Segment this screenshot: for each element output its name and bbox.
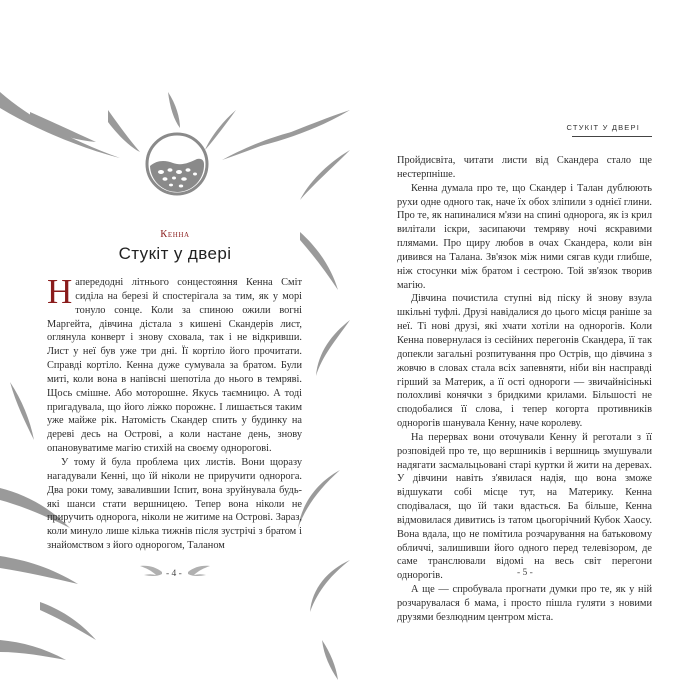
chapter-character-name: Кенна	[160, 229, 190, 240]
paragraph: На перервах вони оточували Кенну й реготали з її розповідей про те, що вершників і вершниць змушували надягати засмальцьовані старі куртки й жити на деревах. У дівчини навіть з'явилася надія, що вона зможе відшукати собі місце тут, на Материку. Кенна сподівалася, що їй таки вдасться. Ба більше, Кенна відмовилася дивитись із татом цьогорічний Кубок Хаосу. Вона вдала, що не помітила розчарування на батьковому обличчі, залишивши його одного перед телевізором, де саме транслювали відомі на весь світ перегони однорогів.	[397, 431, 652, 582]
page-number: - 4 -	[166, 569, 182, 579]
left-body-text	[47, 272, 302, 553]
paragraph: Пройдисвіта, читати листи від Скандера стало ще нестерпніше.	[397, 155, 652, 180]
paragraph: Дівчина почистила ступні від піску й знову взула шкільні туфлі. Друзі навідалися до цього місця раніше за неї. Ті нові друзі, які хчати хотіли на однорогів. Коли Кенна повернулася із сесійних перегонів Скандера, її так допекли загальні розпитування про Острів, що дівчина з жовчю в словах стала всіх запевняти, ніби він насправді гірший за Материк, а її ості однороги — звичайнісінькі полохливі конячки з бридкими крилами. Більшості не сподобалися її слова, і тепер когорта противників однорогів шанувала Кенну, наче королеву.	[397, 293, 652, 430]
right-body-text	[397, 154, 652, 625]
paragraph	[47, 272, 302, 456]
paragraph: Кенна думала про те, що Скандер і Талан дублюють рухи одне одного так, наче їх обох зліпили з однієї глини. Про те, як напиналися м'язи на спині однорога, як із крил вилітали іскри, засипаючи темряву ночі яскравими плямами. Про щиру любов в очах Скандера, коли він дивився на Талана. Зв'язок між ними сягав куди глибше, ніж стосунки між братом і сестрою. Той зв'язок творив магію.	[397, 182, 652, 291]
running-head: СТУКІТ У ДВЕРІ	[566, 123, 640, 132]
paragraph: У тому й була проблема цих листів. Вони щоразу нагадували Кенні, що їй ніколи не приручити однорога. Два роки тому, завалившии Іспит, вона зруйнувала будь-які шанси стати вершницею. Тепер вона ніколи не приручить однорога, ніколи не житиме на Острові. Зараз, коли минуло лише кілька тижнів після зустрічі з братом і знайомством з його однорогом, Таланом	[47, 456, 302, 552]
page-number: - 5 -	[517, 568, 533, 578]
chapter-emblem	[143, 130, 211, 198]
paragraph: А ще — спробувала прогнати думки про те, як у ній розчарувалася б мама, і просто пішла гуляти з новими друзями безлюдним центром міста.	[397, 584, 652, 623]
paragraph-text: апередодні літнього сонцестояння Кенна Сміт сиділа на березі й спостерігала за тим, як у морі тонуло сонце. Коли за спиною ожили вогні Маргейта, дівчина дістала з кишені Скандерів лист, оглянула конверт і знову сховала, так і не відкривши. Лист у неї був уже три дні. Її кортіло його прочитати. Справді кортіло. Кенна дуже сумувала за братом. Були миті, коли вона в напівсні шепотіла до нього в темряві. Щось смішне. Або моторошне. Якусь таємницю. А тоді пригадувала, що його ліжко порожнє. І лишається таким уже майже рік. Натомість Скандер спить у будинку на дереві десь на Острові, а коли настане день, знову опановуватиме магію стихій на своєму однорогові.	[47, 277, 302, 455]
right-page	[350, 0, 700, 700]
running-head-rule	[572, 136, 652, 137]
drop-cap: Н	[47, 272, 73, 311]
chapter-title: Стукіт у двері	[118, 244, 232, 263]
